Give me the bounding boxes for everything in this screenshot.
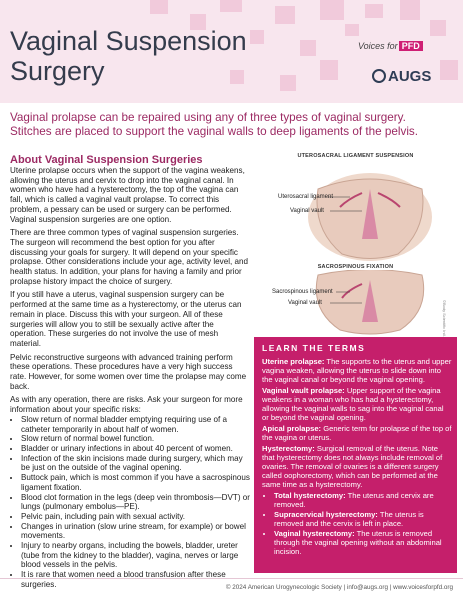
decorative-tile [300,40,316,56]
decorative-tile [430,20,446,36]
term-vaginal-hysterectomy [274,529,452,556]
list-item: • Pelvic pain, including pain with sexual activity. [21,512,250,522]
paragraph: Uterine prolapse occurs when the support of the vagina weakens, allowing the uterus and cervix to drop into the vaginal canal. In women who have had a hysterectomy, the top of the vagina can fall, which is called a vaginal vault prolapse. To correct this problem, a pessary can be used or surgery can be performed. Vaginal suspension surgeries are one option. [10,166,245,224]
term-apical-prolapse [262,424,452,442]
term-label: Apical prolapse: [262,424,322,433]
title-line-1: Vaginal Suspension [10,26,247,56]
term-definition: Upper support of the vagina weakens in a woman who has had a hysterectomy, allowing the vaginal walls to sag into the vaginal canal or beyond the vaginal opening. [262,386,444,422]
voices-for-pfd-logo [358,41,423,51]
term-label: Hysterectomy: [262,444,315,453]
title-line-2: Surgery [10,56,105,86]
sacrospinous-illustration [258,270,453,336]
header-banner [0,0,463,103]
term-label: Vaginal hysterectomy: [274,529,355,538]
list-item: • Injury to nearby organs, including the bowels, bladder, ureter (tube from the kidney to the bladder), vagina, nerves or large blood vessels in the pelvis. [21,541,250,570]
term-definition: The uterus is removed through the vaginal opening without an abdominal incision. [274,529,442,556]
decorative-tile [275,6,295,24]
sacrospinous-figure [258,264,453,336]
paragraph: As with any operation, there are risks. Ask your surgeon for more information about your specific risks: [10,395,243,415]
decorative-tile [345,24,359,36]
list-item: • It is rare that women need a blood transfusion after these surgeries. [21,570,250,589]
decorative-tile [320,0,344,20]
voices-logo-text: Voices for [358,41,398,51]
terms-body [262,357,452,557]
decorative-tile [400,0,420,20]
decorative-tile [280,75,296,91]
paragraph: If you still have a uterus, vaginal suspension surgery can be performed at the same time as a hysterectomy, or the uterus can remain in place. Discuss this with your surgeon. All of these surgeries will allow you to still be sexually active after the operation. These surgeries do not involve the use of mesh material. [10,290,242,348]
footer [0,578,463,601]
paragraph: Pelvic reconstructive surgeons with advanced training perform these operations. These procedures have a very high success rate. However, for some women over time the prolapse may come back. [10,352,247,391]
term-label: Vaginal vault prolapse: [262,386,345,395]
list-item: • Infection of the skin incisions made during surgery, which may be just on the outside of the vaginal opening. [21,454,250,473]
paragraph: There are three common types of vaginal suspension surgeries. The surgeon will recommend the best option for you after discussing your goals for surgery. It will depend on your specific prolapse. Other considerations include your age, activity level, and health status. In addition, your plans for having a family and prior prolapse history impact the choice of surgery. [10,228,248,286]
page-title [10,26,247,86]
term-label: Total hysterectomy: [274,491,346,500]
term-definition: The supports to the uterus and upper vagina weaken, allowing the uterus to slide down into the vaginal canal or beyond the vaginal opening. [262,357,452,384]
uterosacral-illustration [258,159,453,264]
term-total-hysterectomy [274,491,452,509]
decorative-tile [220,0,242,12]
term-definition: Surgical removal of the uterus. Note that hysterectomy does not always include removal of ovaries. The removal of ovaries is a different surgery called oophorectomy, which can be performed at the same time as a hysterectomy. [262,444,443,489]
figure-caption: SACROSPINOUS FIXATION [317,264,394,270]
list-item: • Changes in urination (slow urine stream, for example) or bowel movements. [21,522,250,541]
illustration-credit: ©Body Scientific Intl. [442,300,447,337]
figure-label: Uterosacral ligament [278,194,334,200]
decorative-tile [365,4,383,18]
decorative-tile [320,60,338,80]
figure-caption: UTEROSACRAL LIGAMENT SUSPENSION [297,153,414,159]
risk-list [10,415,250,590]
decorative-tile [150,0,168,14]
term-label: Supracervical hysterectomy: [274,510,378,519]
decorative-tile [440,60,458,80]
terms-heading: LEARN THE TERMS [262,343,366,353]
body-column [10,166,250,590]
term-supracervical-hysterectomy [274,510,452,528]
term-definition: Generic term for prolapse of the top of the vagina or uterus. [262,424,452,442]
learn-the-terms-box [254,337,457,573]
figure-label: Sacrospinous ligament [272,289,333,295]
list-item: • Blood clot formation in the legs (deep vein thrombosis—DVT) or lungs (pulmonary embolus—PE). [21,493,250,512]
list-item: • Bladder or urinary infections in about 40 percent of women. [21,444,250,454]
decorative-tile [250,30,264,44]
footer-text: © 2024 American Urogynecologic Society | info@augs.org | www.voicesforpfd.org [225,584,453,591]
term-hysterectomy [262,444,452,489]
pfd-logo-badge: PFD [399,41,423,51]
augs-logo-text: AUGS [388,68,432,85]
term-definition: The uterus is removed and the cervix is left in place. [274,510,424,528]
figure-label: Vaginal vault [288,300,322,306]
term-label: Uterine prolapse: [262,357,325,366]
augs-mark-icon [372,69,386,83]
list-item: • Slow return of normal bladder emptying requiring use of a catheter temporarily in about half of women. [21,415,250,434]
list-item: • Slow return of normal bowel function. [21,434,250,444]
term-uterine-prolapse [262,357,452,384]
term-definition: The uterus and cervix are removed. [274,491,434,509]
intro-text: Vaginal prolapse can be repaired using any of three types of vaginal surgery. Stitches are placed to support the vaginal walls to deep ligaments of the pelvis. [10,111,419,138]
section-heading: About Vaginal Suspension Surgeries [10,154,203,166]
term-vaginal-vault-prolapse [262,386,452,422]
augs-logo [372,68,431,85]
uterosacral-figure [258,153,453,264]
figure-label: Vaginal vault [290,208,324,214]
list-item: • Buttock pain, which is most common if you have a sacrospinous ligament fixation. [21,473,250,492]
hysterectomy-types-list [262,491,452,556]
